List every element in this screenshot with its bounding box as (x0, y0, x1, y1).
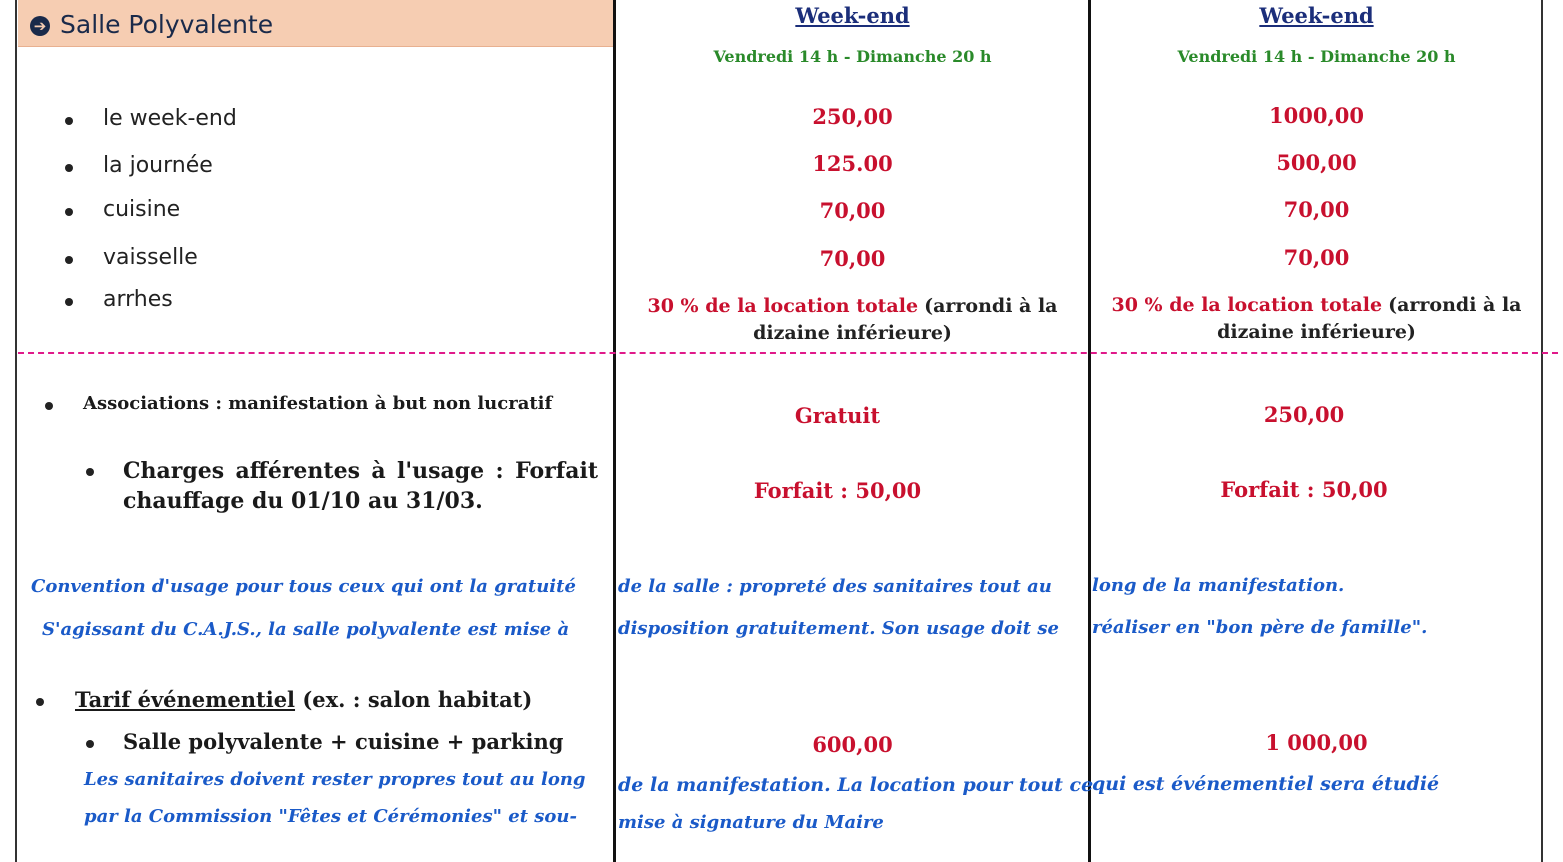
tarif-title-underlined: Tarif événementiel (75, 687, 296, 712)
tarif-title (75, 687, 532, 712)
arrhes-col1-red: 30 % de la location totale (647, 295, 919, 317)
page-title (30, 10, 273, 39)
item-vaisselle-price1: 70,00 (819, 246, 886, 271)
item-cuisine-label: cuisine (103, 197, 181, 222)
item-cuisine-price1: 70,00 (819, 198, 886, 223)
bullet-icon (86, 468, 94, 476)
associations-price1: Gratuit (794, 403, 881, 428)
arrhes-col2-rest: (arrondi à la dizaine inférieure) (1217, 294, 1522, 343)
arrhes-col2-red: 30 % de la location totale (1111, 294, 1383, 316)
column-divider-2 (1088, 0, 1091, 862)
convention-line2-c: réaliser en "bon père de famille". (1092, 617, 1428, 638)
col1-title: Week-end (795, 3, 910, 28)
item-journee-price2: 500,00 (1276, 150, 1357, 175)
arrow-right-icon: ➔ (30, 16, 50, 36)
evenementiel-note1-a: Les sanitaires doivent rester propres tout au long (84, 769, 586, 790)
arrhes-col2 (1104, 292, 1529, 346)
tarif-price2: 1 000,00 (1265, 730, 1368, 755)
left-border (15, 0, 17, 862)
right-border (1541, 0, 1543, 862)
convention-line1-c: long de la manifestation. (1092, 575, 1345, 596)
item-weekend-price2: 1000,00 (1269, 103, 1364, 128)
bullet-icon (65, 117, 73, 125)
charges-price2: Forfait : 50,00 (1220, 477, 1388, 502)
item-journee-label: la journée (103, 153, 213, 178)
item-weekend-price1: 250,00 (812, 104, 893, 129)
charges-label: Charges afférentes à l'usage : Forfait chauffage du 01/10 au 31/03. (123, 458, 598, 514)
tarif-title-rest: (ex. : salon habitat) (302, 687, 533, 712)
charges-price1: Forfait : 50,00 (753, 478, 922, 503)
bullet-icon (65, 298, 73, 306)
evenementiel-note2-a: par la Commission "Fêtes et Cérémonies" et sou- (84, 806, 577, 827)
col2-subtitle: Vendredi 14 h - Dimanche 20 h (1177, 47, 1456, 66)
associations-price2: 250,00 (1263, 402, 1345, 427)
item-vaisselle-label: vaisselle (103, 245, 198, 270)
bullet-icon (86, 740, 94, 748)
bullet-icon (36, 698, 44, 706)
col2-title: Week-end (1259, 3, 1374, 28)
evenementiel-note2-b: mise à signature du Maire (618, 812, 884, 833)
convention-line1-a: Convention d'usage pour tous ceux qui ont la gratuité (31, 576, 576, 597)
tarif-item: Salle polyvalente + cuisine + parking (123, 729, 564, 754)
item-journee-price1: 125.00 (812, 151, 893, 176)
evenementiel-note1-c: qui est événementiel sera étudié (1092, 773, 1440, 795)
arrhes-col1 (630, 293, 1075, 347)
associations-label: Associations : manifestation à but non lucratif (83, 393, 553, 414)
convention-line2-a: S'agissant du C.A.J.S., la salle polyvalente est mise à (42, 619, 570, 640)
item-cuisine-price2: 70,00 (1283, 197, 1350, 222)
bullet-icon (65, 256, 73, 264)
item-arrhes-label: arrhes (103, 287, 173, 312)
evenementiel-note1-b: de la manifestation. La location pour tout ce (618, 774, 1094, 796)
tarif-price1: 600,00 (812, 732, 893, 757)
bullet-icon (45, 402, 53, 410)
convention-line1-b: de la salle : propreté des sanitaires tout au (618, 576, 1052, 597)
bullet-icon (65, 164, 73, 172)
page-title-text: Salle Polyvalente (60, 10, 274, 39)
col1-subtitle: Vendredi 14 h - Dimanche 20 h (713, 47, 992, 66)
arrhes-col1-rest: (arrondi à la dizaine inférieure) (753, 295, 1058, 344)
convention-line2-b: disposition gratuitement. Son usage doit se (618, 618, 1059, 639)
bullet-icon (65, 208, 73, 216)
section-divider (18, 352, 1558, 354)
item-vaisselle-price2: 70,00 (1283, 245, 1350, 270)
column-divider-1 (613, 0, 616, 862)
item-weekend-label: le week-end (103, 106, 237, 131)
